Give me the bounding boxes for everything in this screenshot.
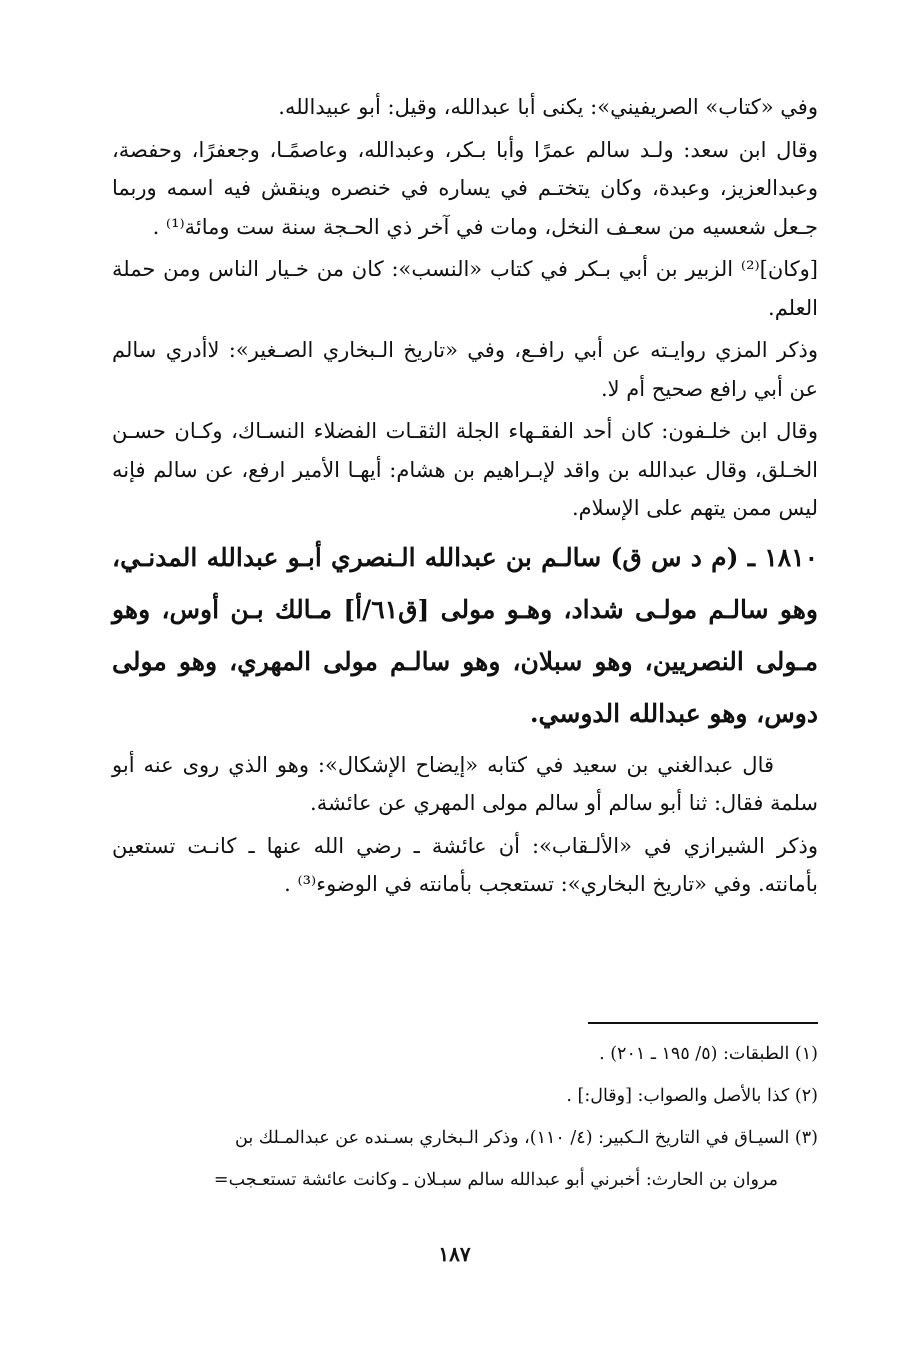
page-number: ١٨٧	[438, 1242, 471, 1266]
paragraph-sarifini: وفي «كتاب» الصريفيني»: يكنى أبا عبدالله، وقيل: أبو عبيدالله.	[278, 95, 818, 119]
main-text	[112, 88, 818, 908]
footnote-divider	[588, 1022, 818, 1024]
footnote-2: (٢) كذا بالأصل والصواب: [وقال:] .	[566, 1086, 818, 1106]
footnote-1: (١) الطبقات: (٥/ ١٩٥ ـ ٢٠١) .	[599, 1044, 818, 1064]
footnote-3: (٣) السيـاق في التاريخ الـكبير: (٤/ ١١٠)، وذكر الـبخاري بسـنده عن عبدالمـلك بن	[235, 1128, 818, 1148]
footnotes	[112, 1036, 818, 1204]
paragraph-zubair: [وكان]⁽²⁾ الزبير بن أبي بـكر في كتاب «النسب»: كان من خـيار الناس ومن حملة العلم.	[112, 257, 818, 320]
entry-heading-1810: ١٨١٠ ـ (م د س ق) سالـم بن عبدالله الـنصري أبـو عبدالله المدنـي، وهو سالـم مولـى شداد، وهـو مولى [ق٦١/أ] مـالك بـن أوس، وهو مـولى النصريين، وهو سبلان، وهو سالـم مولى المهري، وهو مولى دوس، وهو عبدالله الدوسي.	[112, 542, 819, 728]
paragraph-ibn-khalfun: وقال ابن خلـفون: كان أحد الفقـهاء الجلة الثقـات الفضلاء النسـاك، وكـان حسـن الخـلق، وقال عبدالله بن واقد لإبـراهيم بن هشام: أيهـا الأمير ارفع، عن سالم فإنه ليس ممن يتهم على الإسلام.	[112, 419, 818, 520]
paragraph-shirazi: وذكر الشيرازي في «الألـقاب»: أن عائشة ـ رضي الله عنها ـ كانـت تستعين بأمانته. وفي «تاريخ البخاري»: تستعجب بأمانته في الوضوء⁽³⁾ .	[112, 833, 818, 896]
paragraph-ibn-saad: وقال ابن سعد: ولـد سالم عمرًا وأبا بـكر، وعبدالله، وعاصمًـا، وجعفرًا، وحفصة، وعبدالعزيز، وعبدة، وكان يتختـم في يساره في خنصره وينقش فيه اسمه وربما جـعل شعسيه من سعـف النخل، ومات في آخر ذي الحـجة سنة ست ومائة⁽¹⁾ .	[112, 137, 818, 239]
paragraph-abdulghani: قال عبدالغني بن سعيد في كتابه «إيضاح الإشكال»: وهو الذي روى عنه أبو سلمة فقال: ثنا أبو سالم أو سالم مولى المهري عن عائشة.	[112, 752, 818, 815]
paragraph-mizzi: وذكر المزي روايـته عن أبي رافـع، وفي «تاريخ الـبخاري الصـغير»: لاأدري سالم عن أبي رافع صحيح أم لا.	[112, 338, 818, 401]
footnote-3-continuation: مروان بن الحارث: أخبرني أبو عبدالله سالم سبـلان ـ وكانت عائشة تستعـجب=	[213, 1170, 778, 1190]
